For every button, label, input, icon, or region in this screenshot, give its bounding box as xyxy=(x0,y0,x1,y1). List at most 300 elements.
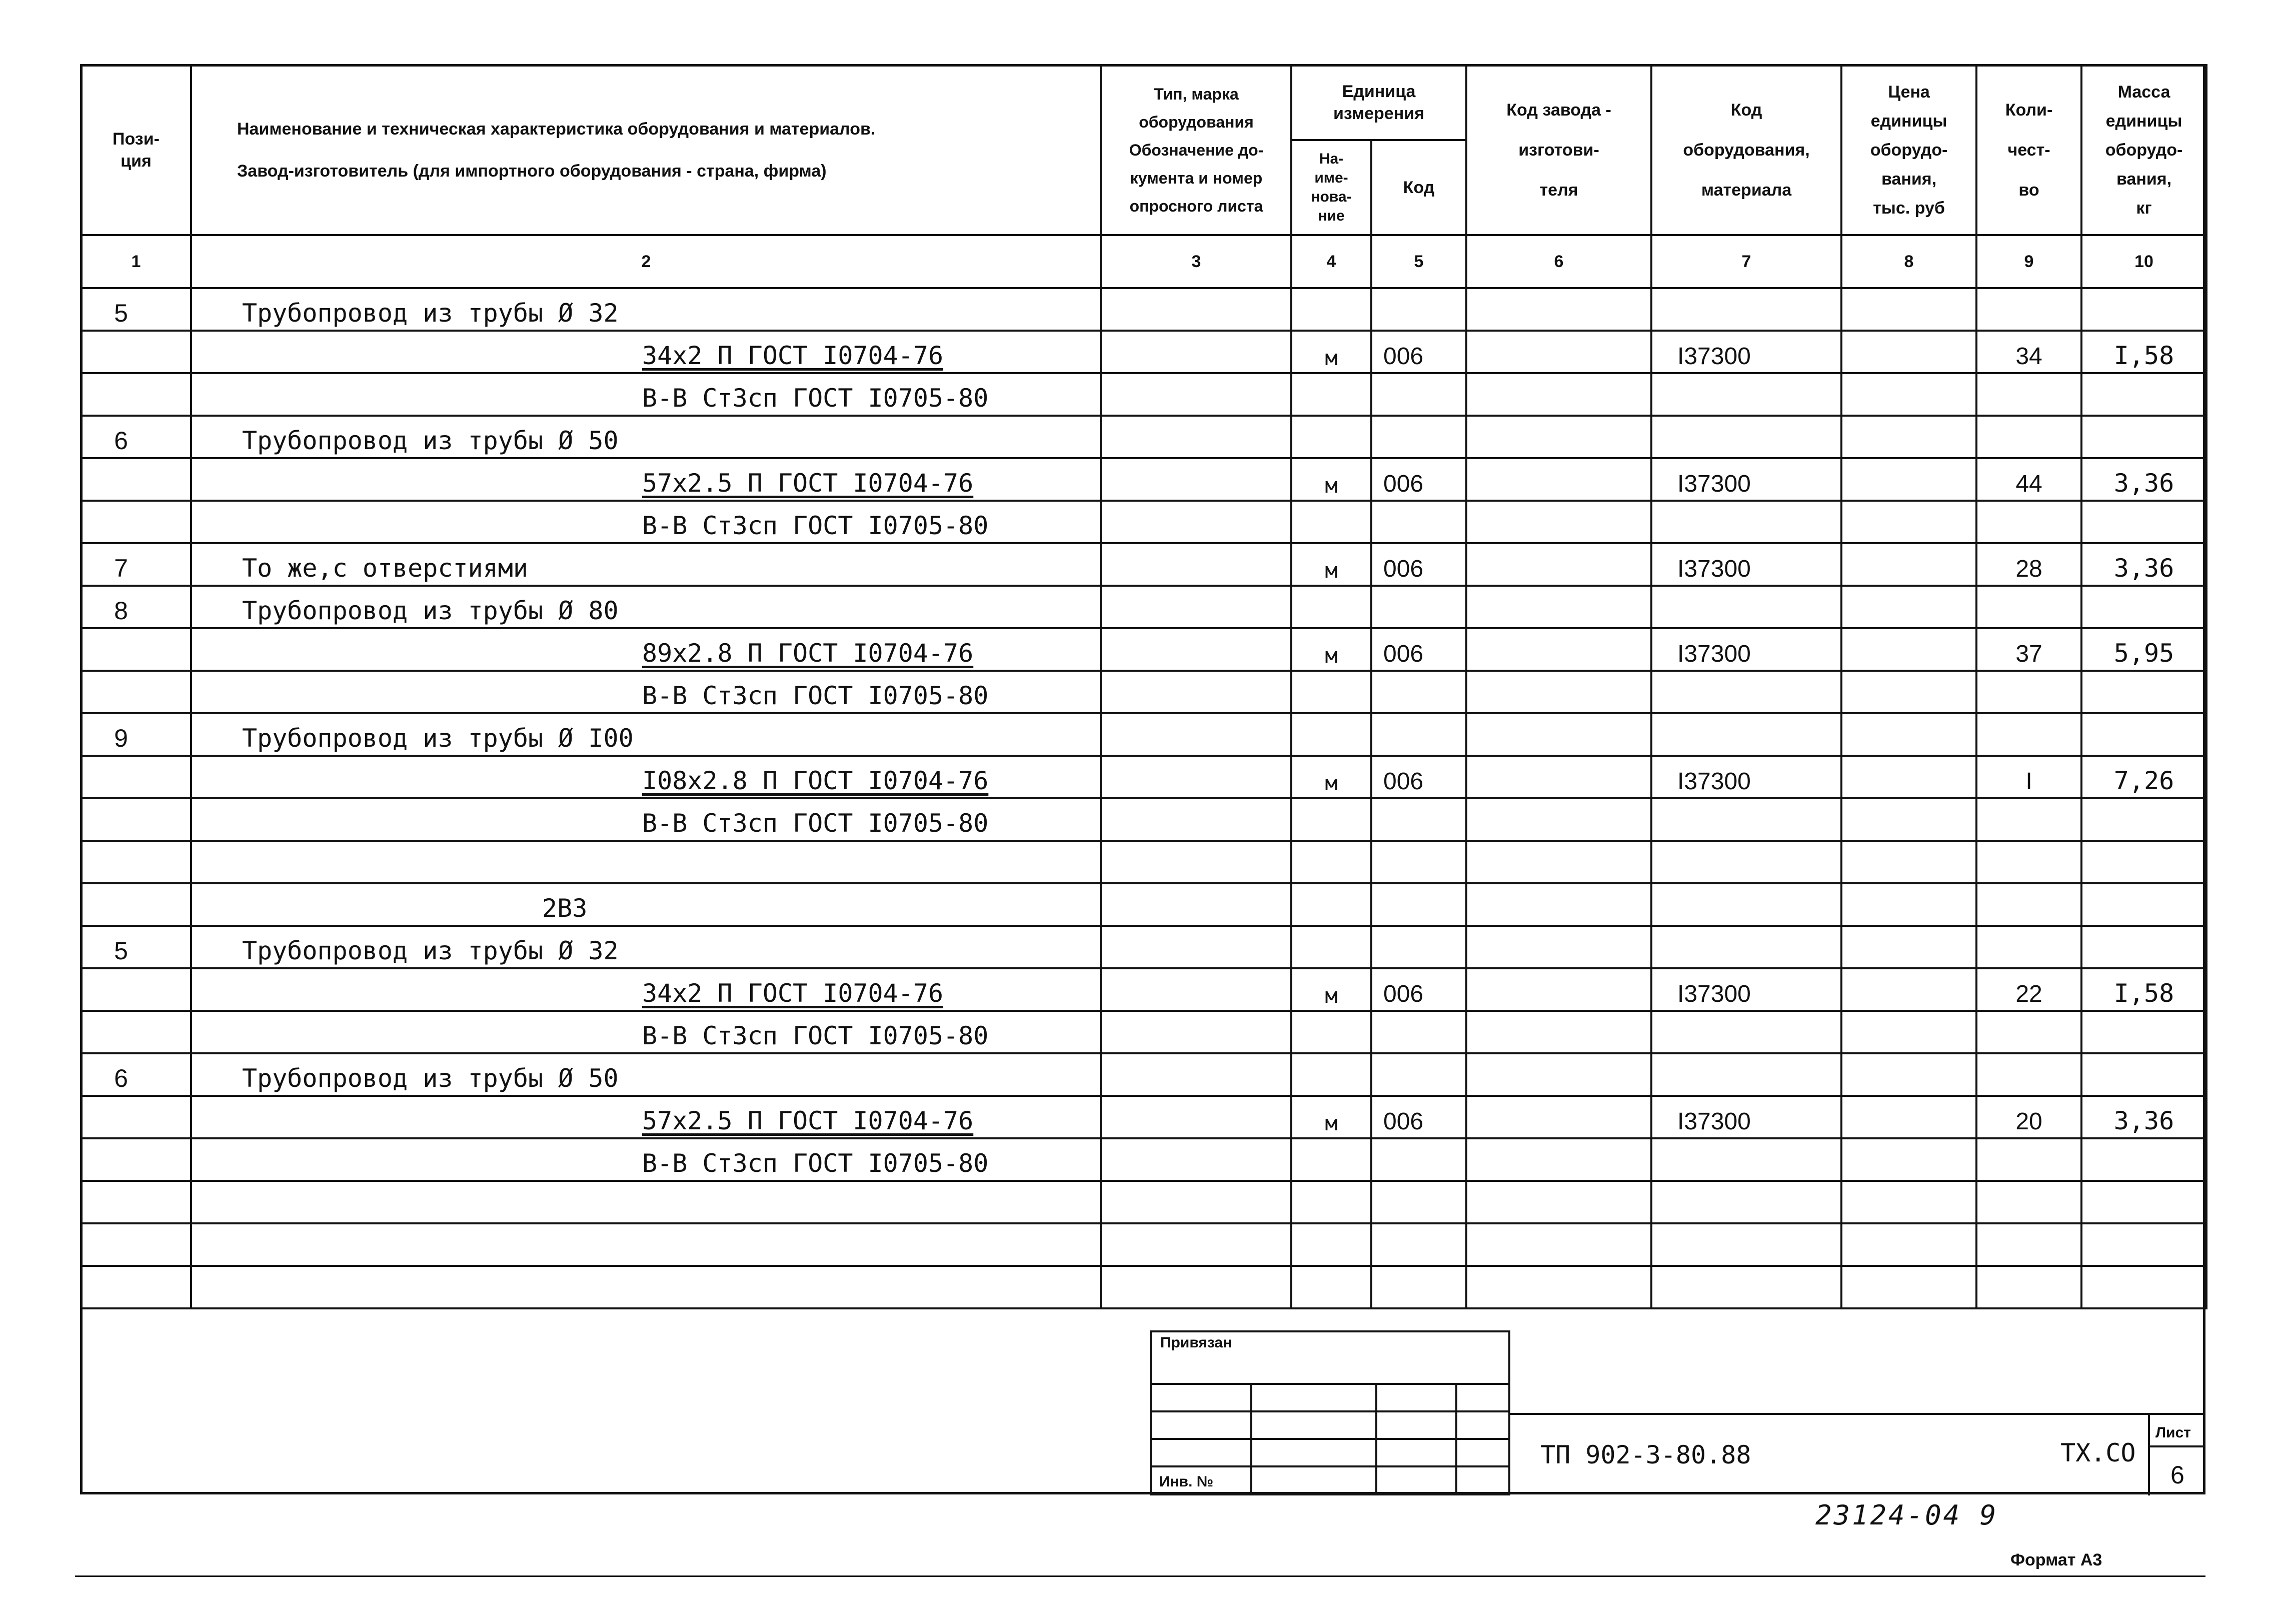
plant-code-cell xyxy=(1466,798,1651,841)
unit-code-cell xyxy=(1371,501,1466,543)
name-cell xyxy=(191,671,1101,713)
unit-code-cell xyxy=(1371,586,1466,628)
unit-name-cell xyxy=(1291,373,1371,416)
plant-code-cell xyxy=(1466,543,1651,586)
type-cell xyxy=(1101,288,1291,331)
position-cell xyxy=(81,1096,191,1138)
quantity-cell: 37 xyxy=(1976,628,2081,671)
name-cell xyxy=(191,501,1101,543)
quantity-cell xyxy=(1976,713,2081,756)
name-text: В-В Ст3сп ГОСТ I0705-80 xyxy=(642,511,989,540)
title-block-line xyxy=(1375,1383,1377,1495)
type-cell xyxy=(1101,798,1291,841)
unit-code-cell xyxy=(1371,798,1466,841)
type-cell xyxy=(1101,1096,1291,1138)
price-cell xyxy=(1841,926,1976,968)
equipment-code-cell: I37300 xyxy=(1651,458,1841,501)
table-row xyxy=(81,713,2206,756)
position-cell xyxy=(81,671,191,713)
unit-code-cell xyxy=(1371,713,1466,756)
plant-code-cell xyxy=(1466,458,1651,501)
table-row xyxy=(81,373,2206,416)
table-row xyxy=(81,926,2206,968)
position-cell: 7 xyxy=(81,543,191,586)
unit-code-cell: 006 xyxy=(1371,331,1466,373)
table-row xyxy=(81,458,2206,501)
name-text: В-В Ст3сп ГОСТ I0705-80 xyxy=(642,809,989,838)
unit-code-cell: 006 xyxy=(1371,1096,1466,1138)
equipment-code-cell xyxy=(1651,416,1841,458)
table-row xyxy=(81,1138,2206,1181)
title-block-line xyxy=(1510,1413,2205,1415)
header-equip-code: Код оборудования, материала xyxy=(1651,65,1841,235)
header-price: Цена единицы оборудо- вания, тыс. руб xyxy=(1841,65,1976,235)
mass-cell: 5,95 xyxy=(2081,628,2206,671)
title-block-line xyxy=(1250,1383,1252,1495)
equipment-code-cell xyxy=(1651,926,1841,968)
unit-name-cell xyxy=(1291,1138,1371,1181)
unit-code-cell xyxy=(1371,1223,1466,1266)
quantity-cell xyxy=(1976,586,2081,628)
mass-cell xyxy=(2081,671,2206,713)
name-text: I08x2.8 П ГОСТ I0704-76 xyxy=(642,766,989,795)
name-cell xyxy=(191,798,1101,841)
column-number: 8 xyxy=(1841,235,1976,288)
quantity-cell xyxy=(1976,841,2081,883)
column-number: 3 xyxy=(1101,235,1291,288)
quantity-cell xyxy=(1976,1053,2081,1096)
equipment-code-cell xyxy=(1651,883,1841,926)
unit-code-cell xyxy=(1371,1266,1466,1308)
unit-name-cell xyxy=(1291,501,1371,543)
quantity-cell xyxy=(1976,416,2081,458)
type-cell xyxy=(1101,883,1291,926)
name-cell xyxy=(191,331,1101,373)
price-cell xyxy=(1841,713,1976,756)
title-block-line xyxy=(2148,1413,2150,1495)
price-cell xyxy=(1841,458,1976,501)
unit-code-cell xyxy=(1371,373,1466,416)
unit-code-cell: 006 xyxy=(1371,756,1466,798)
unit-code-cell xyxy=(1371,926,1466,968)
quantity-cell xyxy=(1976,1223,2081,1266)
price-cell xyxy=(1841,883,1976,926)
mass-cell xyxy=(2081,883,2206,926)
quantity-cell: 34 xyxy=(1976,331,2081,373)
equipment-code-cell xyxy=(1651,373,1841,416)
position-cell xyxy=(81,841,191,883)
equipment-code-cell xyxy=(1651,1181,1841,1223)
position-cell xyxy=(81,458,191,501)
plant-code-cell xyxy=(1466,713,1651,756)
name-cell xyxy=(191,416,1101,458)
equipment-code-cell xyxy=(1651,1138,1841,1181)
quantity-cell xyxy=(1976,671,2081,713)
unit-code-cell: 006 xyxy=(1371,628,1466,671)
price-cell xyxy=(1841,288,1976,331)
plant-code-cell xyxy=(1466,373,1651,416)
column-number: 9 xyxy=(1976,235,2081,288)
name-cell xyxy=(191,1011,1101,1053)
name-text: 34x2 П ГОСТ I0704-76 xyxy=(642,341,944,370)
position-cell xyxy=(81,968,191,1011)
column-number: 4 xyxy=(1291,235,1371,288)
header-name-line2: Завод-изготовитель (для импортного оборудования - страна, фирма) xyxy=(237,162,827,181)
column-number: 1 xyxy=(81,235,191,288)
name-cell xyxy=(191,1266,1101,1308)
unit-name-cell xyxy=(1291,883,1371,926)
position-cell xyxy=(81,1011,191,1053)
plant-code-cell xyxy=(1466,1266,1651,1308)
unit-name-cell xyxy=(1291,1266,1371,1308)
position-cell: 9 xyxy=(81,713,191,756)
unit-code-cell: 006 xyxy=(1371,458,1466,501)
table-row xyxy=(81,841,2206,883)
header-type: Тип, марка оборудования Обозначение до- кумента и номер опросного листа xyxy=(1101,65,1291,235)
table-row xyxy=(81,883,2206,926)
table-row xyxy=(81,1053,2206,1096)
equipment-code-cell: I37300 xyxy=(1651,968,1841,1011)
mass-cell xyxy=(2081,1181,2206,1223)
price-cell xyxy=(1841,671,1976,713)
unit-code-cell xyxy=(1371,288,1466,331)
unit-name-cell: м xyxy=(1291,458,1371,501)
equipment-code-cell: I37300 xyxy=(1651,543,1841,586)
unit-code-cell xyxy=(1371,1181,1466,1223)
name-text: Трубопровод из трубы Ø 80 xyxy=(242,596,619,625)
equipment-code-cell xyxy=(1651,1266,1841,1308)
quantity-cell: 20 xyxy=(1976,1096,2081,1138)
header-name-line1: Наименование и техническая характеристика оборудования и материалов. xyxy=(237,120,876,139)
type-cell xyxy=(1101,1266,1291,1308)
header-unit-group: Единица измерения xyxy=(1291,65,1466,140)
price-cell xyxy=(1841,1223,1976,1266)
unit-code-cell: 006 xyxy=(1371,968,1466,1011)
header-position: Пози- ция xyxy=(81,65,191,235)
unit-name-cell: м xyxy=(1291,968,1371,1011)
quantity-cell: I xyxy=(1976,756,2081,798)
unit-name-cell xyxy=(1291,671,1371,713)
type-cell xyxy=(1101,1181,1291,1223)
type-cell xyxy=(1101,926,1291,968)
mass-cell xyxy=(2081,416,2206,458)
name-cell xyxy=(191,543,1101,586)
name-cell xyxy=(191,1138,1101,1181)
name-text: 57x2.5 П ГОСТ I0704-76 xyxy=(642,1106,974,1135)
price-cell xyxy=(1841,628,1976,671)
mass-cell: 7,26 xyxy=(2081,756,2206,798)
position-cell: 8 xyxy=(81,586,191,628)
type-cell xyxy=(1101,1011,1291,1053)
unit-name-cell xyxy=(1291,1053,1371,1096)
unit-code-cell xyxy=(1371,1138,1466,1181)
column-number: 5 xyxy=(1371,235,1466,288)
unit-name-cell xyxy=(1291,798,1371,841)
equipment-code-cell xyxy=(1651,501,1841,543)
quantity-cell: 44 xyxy=(1976,458,2081,501)
plant-code-cell xyxy=(1466,968,1651,1011)
position-cell: 6 xyxy=(81,1053,191,1096)
name-cell xyxy=(191,1223,1101,1266)
unit-name-cell xyxy=(1291,416,1371,458)
type-cell xyxy=(1101,373,1291,416)
plant-code-cell xyxy=(1466,628,1651,671)
plant-code-cell xyxy=(1466,1053,1651,1096)
position-cell xyxy=(81,628,191,671)
mass-cell xyxy=(2081,1138,2206,1181)
column-number: 6 xyxy=(1466,235,1651,288)
price-cell xyxy=(1841,756,1976,798)
format-label: Формат А3 xyxy=(2010,1550,2102,1569)
position-cell xyxy=(81,501,191,543)
name-text: В-В Ст3сп ГОСТ I0705-80 xyxy=(642,1021,989,1050)
sheet-label: Лист xyxy=(2155,1424,2191,1441)
position-cell xyxy=(81,1181,191,1223)
name-text: В-В Ст3сп ГОСТ I0705-80 xyxy=(642,681,989,710)
quantity-cell xyxy=(1976,1266,2081,1308)
price-cell xyxy=(1841,968,1976,1011)
equipment-code-cell xyxy=(1651,288,1841,331)
quantity-cell xyxy=(1976,1011,2081,1053)
column-number: 7 xyxy=(1651,235,1841,288)
name-cell xyxy=(191,586,1101,628)
position-cell xyxy=(81,373,191,416)
plant-code-cell xyxy=(1466,1011,1651,1053)
equipment-code-cell xyxy=(1651,841,1841,883)
plant-code-cell xyxy=(1466,586,1651,628)
position-cell: 6 xyxy=(81,416,191,458)
type-cell xyxy=(1101,841,1291,883)
quantity-cell xyxy=(1976,883,2081,926)
price-cell xyxy=(1841,373,1976,416)
mass-cell xyxy=(2081,501,2206,543)
name-cell xyxy=(191,288,1101,331)
plant-code-cell xyxy=(1466,756,1651,798)
plant-code-cell xyxy=(1466,1223,1651,1266)
unit-name-cell xyxy=(1291,586,1371,628)
quantity-cell xyxy=(1976,1138,2081,1181)
price-cell xyxy=(1841,543,1976,586)
unit-name-cell xyxy=(1291,288,1371,331)
quantity-cell: 22 xyxy=(1976,968,2081,1011)
mass-cell xyxy=(2081,713,2206,756)
unit-code-cell xyxy=(1371,671,1466,713)
mass-cell xyxy=(2081,1223,2206,1266)
name-text: Трубопровод из трубы Ø 50 xyxy=(242,426,619,455)
table-row xyxy=(81,968,2206,1011)
position-cell xyxy=(81,756,191,798)
plant-code-cell xyxy=(1466,883,1651,926)
type-cell xyxy=(1101,586,1291,628)
name-cell xyxy=(191,841,1101,883)
price-cell xyxy=(1841,1053,1976,1096)
name-text: В-В Ст3сп ГОСТ I0705-80 xyxy=(642,1149,989,1178)
name-cell xyxy=(191,373,1101,416)
quantity-cell xyxy=(1976,926,2081,968)
unit-code-cell xyxy=(1371,416,1466,458)
equipment-code-cell xyxy=(1651,586,1841,628)
price-cell xyxy=(1841,1096,1976,1138)
quantity-cell xyxy=(1976,798,2081,841)
price-cell xyxy=(1841,416,1976,458)
unit-code-cell xyxy=(1371,1053,1466,1096)
unit-code-cell xyxy=(1371,883,1466,926)
mass-cell xyxy=(2081,1266,2206,1308)
unit-name-cell: м xyxy=(1291,628,1371,671)
name-cell xyxy=(191,883,1101,926)
name-cell xyxy=(191,1181,1101,1223)
quantity-cell xyxy=(1976,288,2081,331)
unit-code-cell xyxy=(1371,841,1466,883)
unit-name-cell xyxy=(1291,713,1371,756)
table-row xyxy=(81,586,2206,628)
price-cell xyxy=(1841,586,1976,628)
plant-code-cell xyxy=(1466,501,1651,543)
unit-name-cell xyxy=(1291,1223,1371,1266)
mass-cell xyxy=(2081,1053,2206,1096)
name-text: 57x2.5 П ГОСТ I0704-76 xyxy=(642,469,974,498)
table-row xyxy=(81,671,2206,713)
table-row xyxy=(81,501,2206,543)
header-name xyxy=(191,65,1101,235)
table-row xyxy=(81,1096,2206,1138)
name-text: Трубопровод из трубы Ø I00 xyxy=(242,724,634,753)
name-cell xyxy=(191,713,1101,756)
name-cell xyxy=(191,628,1101,671)
document-number: ТП 902-3-80.88 xyxy=(1540,1440,1751,1469)
unit-name-cell xyxy=(1291,1011,1371,1053)
type-cell xyxy=(1101,501,1291,543)
equipment-code-cell xyxy=(1651,798,1841,841)
plant-code-cell xyxy=(1466,1138,1651,1181)
type-cell xyxy=(1101,458,1291,501)
name-text: В-В Ст3сп ГОСТ I0705-80 xyxy=(642,384,989,413)
mass-cell: I,58 xyxy=(2081,331,2206,373)
position-cell xyxy=(81,331,191,373)
title-block-line xyxy=(2148,1445,2205,1447)
position-cell xyxy=(81,1266,191,1308)
unit-name-cell xyxy=(1291,926,1371,968)
mass-cell xyxy=(2081,373,2206,416)
table-row xyxy=(81,1181,2206,1223)
unit-name-cell: м xyxy=(1291,331,1371,373)
type-cell xyxy=(1101,331,1291,373)
header-mass: Масса единицы оборудо- вания, кг xyxy=(2081,65,2206,235)
equipment-code-cell: I37300 xyxy=(1651,756,1841,798)
quantity-cell xyxy=(1976,1181,2081,1223)
title-block-line xyxy=(1455,1383,1457,1495)
price-cell xyxy=(1841,1011,1976,1053)
name-cell xyxy=(191,1053,1101,1096)
price-cell xyxy=(1841,1138,1976,1181)
price-cell xyxy=(1841,501,1976,543)
mass-cell xyxy=(2081,926,2206,968)
name-cell xyxy=(191,1096,1101,1138)
mass-cell xyxy=(2081,288,2206,331)
spec-table xyxy=(80,64,2207,1309)
column-number: 2 xyxy=(191,235,1101,288)
equipment-code-cell xyxy=(1651,1053,1841,1096)
handwritten-inventory-number: 23124-04 9 xyxy=(1815,1499,1998,1531)
title-block-bound-label: Привязан xyxy=(1160,1334,1232,1351)
quantity-cell xyxy=(1976,501,2081,543)
price-cell xyxy=(1841,798,1976,841)
table-row xyxy=(81,1266,2206,1308)
mass-cell: 3,36 xyxy=(2081,458,2206,501)
unit-name-cell: м xyxy=(1291,543,1371,586)
table-row xyxy=(81,331,2206,373)
document-code: ТХ.СО xyxy=(2060,1438,2136,1467)
type-cell xyxy=(1101,628,1291,671)
type-cell xyxy=(1101,1223,1291,1266)
mass-cell: 3,36 xyxy=(2081,1096,2206,1138)
mass-cell xyxy=(2081,586,2206,628)
mass-cell: I,58 xyxy=(2081,968,2206,1011)
position-cell: 5 xyxy=(81,926,191,968)
name-text: Трубопровод из трубы Ø 32 xyxy=(242,936,619,965)
title-block-inv-label: Инв. № xyxy=(1159,1473,1214,1490)
plant-code-cell xyxy=(1466,926,1651,968)
unit-code-cell: 006 xyxy=(1371,543,1466,586)
mass-cell xyxy=(2081,1011,2206,1053)
type-cell xyxy=(1101,671,1291,713)
unit-name-cell: м xyxy=(1291,756,1371,798)
name-cell xyxy=(191,756,1101,798)
price-cell xyxy=(1841,1266,1976,1308)
position-cell xyxy=(81,1138,191,1181)
unit-name-cell: м xyxy=(1291,1096,1371,1138)
sheet-number: 6 xyxy=(2170,1461,2184,1489)
position-cell: 5 xyxy=(81,288,191,331)
quantity-cell: 28 xyxy=(1976,543,2081,586)
header-unit-name: На- име- нова- ние xyxy=(1291,140,1371,235)
unit-name-cell xyxy=(1291,1181,1371,1223)
name-text xyxy=(192,851,242,880)
table-row xyxy=(81,416,2206,458)
plant-code-cell xyxy=(1466,1096,1651,1138)
header-qty: Коли- чест- во xyxy=(1976,65,2081,235)
type-cell xyxy=(1101,1138,1291,1181)
price-cell xyxy=(1841,1181,1976,1223)
plant-code-cell xyxy=(1466,1181,1651,1223)
equipment-code-cell: I37300 xyxy=(1651,331,1841,373)
equipment-code-cell xyxy=(1651,1011,1841,1053)
type-cell xyxy=(1101,543,1291,586)
equipment-code-cell xyxy=(1651,1223,1841,1266)
table-row xyxy=(81,756,2206,798)
table-row xyxy=(81,1223,2206,1266)
name-text xyxy=(192,1276,242,1305)
price-cell xyxy=(1841,841,1976,883)
table-row xyxy=(81,543,2206,586)
type-cell xyxy=(1101,1053,1291,1096)
type-cell xyxy=(1101,713,1291,756)
equipment-code-cell xyxy=(1651,713,1841,756)
name-text: То же,с отверстиями xyxy=(242,554,528,583)
name-cell xyxy=(191,458,1101,501)
mass-cell xyxy=(2081,841,2206,883)
position-cell xyxy=(81,798,191,841)
unit-code-cell xyxy=(1371,1011,1466,1053)
position-cell xyxy=(81,883,191,926)
type-cell xyxy=(1101,756,1291,798)
header-unit-code: Код xyxy=(1371,140,1466,235)
column-number: 10 xyxy=(2081,235,2206,288)
name-text: Трубопровод из трубы Ø 32 xyxy=(242,299,619,328)
name-text: Трубопровод из трубы Ø 50 xyxy=(242,1064,619,1093)
mass-cell: 3,36 xyxy=(2081,543,2206,586)
name-cell xyxy=(191,926,1101,968)
